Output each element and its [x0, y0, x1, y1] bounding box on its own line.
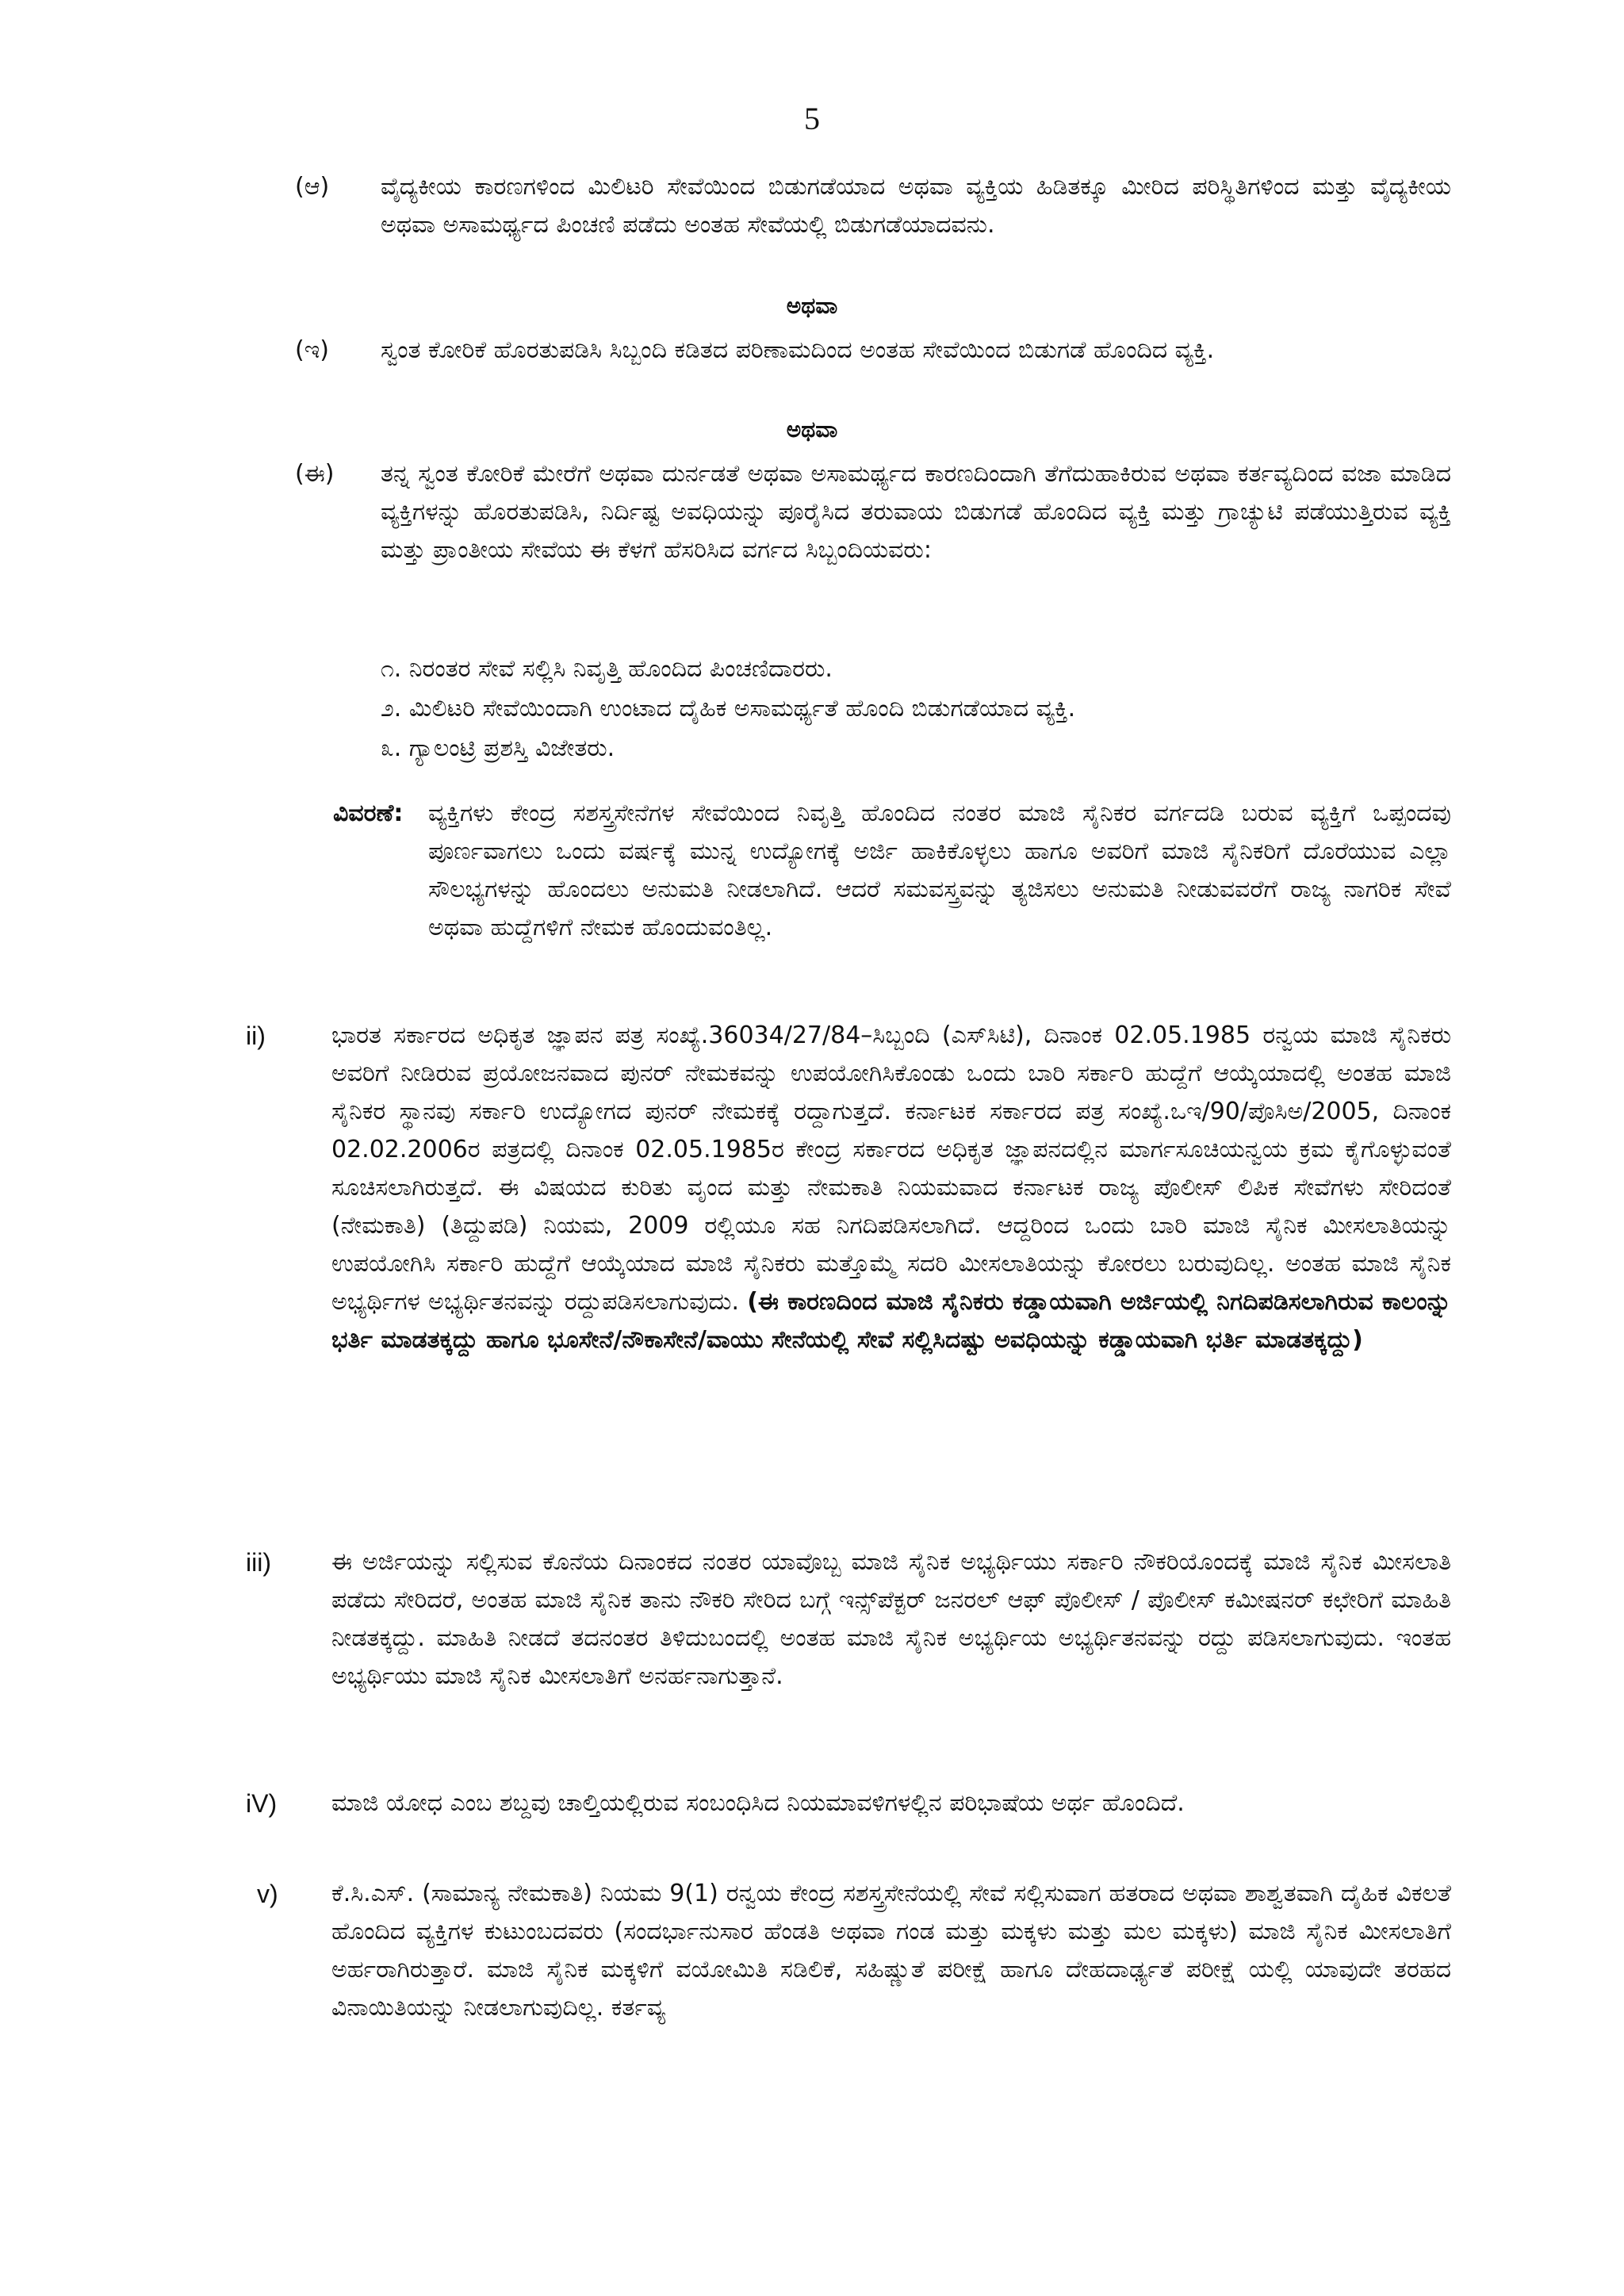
point-ii-text: ಭಾರತ ಸರ್ಕಾರದ ಅಧಿಕೃತ ಜ್ಞಾಪನ ಪತ್ರ ಸಂಖ್ಯೆ.36034/27/84–ಸಿಬ್ಬಂದಿ (ಎಸ್‌ಸಿಟಿ), ದಿನಾಂಕ 02.05.1985 ರನ್ವಯ ಮಾಜಿ ಸೈನಿಕರು ಅವರಿಗೆ ನೀಡಿರುವ ಪ್ರಯೋಜನವಾದ ಪುನರ್ ನೇಮಕವನ್ನು ಉಪಯೋಗಿಸಿಕೊಂಡು ಒಂದು ಬಾರಿ ಸರ್ಕಾರಿ ಹುದ್ದೆಗೆ ಆಯ್ಕೆಯಾದಲ್ಲಿ ಅಂತಹ ಮಾಜಿ ಸೈನಿಕರ ಸ್ಥಾನವು ಸರ್ಕಾರಿ ಉದ್ಯೋಗದ ಪುನರ್ ನೇಮಕಕ್ಕೆ ರದ್ದಾಗುತ್ತದೆ. ಕರ್ನಾಟಕ ಸರ್ಕಾರದ ಪತ್ರ ಸಂಖ್ಯೆ.ಒಇ/90/ಪೊಸಿಅ/2005, ದಿನಾಂಕ 02.02.2006ರ ಪತ್ರದಲ್ಲಿ ದಿನಾಂಕ 02.05.1985ರ ಕೇಂದ್ರ ಸರ್ಕಾರದ ಅಧಿಕೃತ ಜ್ಞಾಪನದಲ್ಲಿನ ಮಾರ್ಗಸೂಚಿಯನ್ವಯ ಕ್ರಮ ಕೈಗೊಳ್ಳುವಂತೆ ಸೂಚಿಸಲಾಗಿರುತ್ತದೆ. ಈ ವಿಷಯದ ಕುರಿತು ವೃಂದ ಮತ್ತು ನೇಮಕಾತಿ ನಿಯಮವಾದ ಕರ್ನಾಟಕ ರಾಜ್ಯ ಪೊಲೀಸ್ ಲಿಪಿಕ ಸೇವೆಗಳು ಸೇರಿದಂತೆ (ನೇಮಕಾತಿ) (ತಿದ್ದುಪಡಿ) ನಿಯಮ, 2009 ರಲ್ಲಿಯೂ ಸಹ ನಿಗದಿಪಡಿಸಲಾಗಿದೆ. ಆದ್ದರಿಂದ ಒಂದು ಬಾರಿ ಮಾಜಿ ಸೈನಿಕ ಮೀಸಲಾತಿಯನ್ನು ಉಪಯೋಗಿಸಿ ಸರ್ಕಾರಿ ಹುದ್ದೆಗೆ ಆಯ್ಕೆಯಾದ ಮಾಜಿ ಸೈನಿಕರು ಮತ್ತೊಮ್ಮೆ ಸದರಿ ಮೀಸಲಾತಿಯನ್ನು ಕೋರಲು ಬರುವುದಿಲ್ಲ. ಅಂತಹ ಮಾಜಿ ಸೈನಿಕ ಅಭ್ಯರ್ಥಿಗಳ ಅಭ್ಯರ್ಥಿತನವನ್ನು ರದ್ದುಪಡಿಸಲಾಗುವುದು.: [331, 1022, 1451, 1316]
point-iii-text: ಈ ಅರ್ಜಿಯನ್ನು ಸಲ್ಲಿಸುವ ಕೊನೆಯ ದಿನಾಂಕದ ನಂತರ ಯಾವೊಬ್ಬ ಮಾಜಿ ಸೈನಿಕ ಅಭ್ಯರ್ಥಿಯು ಸರ್ಕಾರಿ ನೌಕರಿಯೊಂದಕ್ಕೆ ಮಾಜಿ ಸೈನಿಕ ಮೀಸಲಾತಿ ಪಡೆದು ಸೇರಿದರೆ, ಅಂತಹ ಮಾಜಿ ಸೈನಿಕ ತಾನು ನೌಕರಿ ಸೇರಿದ ಬಗ್ಗೆ ಇನ್ಸ್‌ಪೆಕ್ಟರ್ ಜನರಲ್ ಆಫ್ ಪೊಲೀಸ್ / ಪೊಲೀಸ್ ಕಮೀಷನರ್ ಕಛೇರಿಗೆ ಮಾಹಿತಿ ನೀಡತಕ್ಕದ್ದು. ಮಾಹಿತಿ ನೀಡದೆ ತದನಂತರ ತಿಳಿದುಬಂದಲ್ಲಿ ಅಂತಹ ಮಾಜಿ ಸೈನಿಕ ಅಭ್ಯರ್ಥಿಯ ಅಭ್ಯರ್ಥಿತನವನ್ನು ರದ್ದು ಪಡಿಸಲಾಗುವುದು. ಇಂತಹ ಅಭ್ಯರ್ಥಿಯು ಮಾಜಿ ಸೈನಿಕ ಮೀಸಲಾತಿಗೆ ಅನರ್ಹನಾಗುತ್ತಾನೆ.: [331, 1548, 1451, 1690]
point-ii-bold-note: (ಈ ಕಾರಣದಿಂದ ಮಾಜಿ ಸೈನಿಕರು ಕಡ್ಡಾಯವಾಗಿ ಅರ್ಜಿಯಲ್ಲಿ ನಿಗದಿಪಡಿಸಲಾಗಿರುವ ಕಾಲಂನ್ನು ಭರ್ತಿ ಮಾಡತಕ್ಕದ್ದು ಹಾಗೂ ಭೂಸೇನೆ/ನೌಕಾಸೇನೆ/ವಾಯು ಸೇನೆಯಲ್ಲಿ ಸೇವೆ ಸಲ್ಲಿಸಿದಷ್ಟು ಅವಧಿಯನ್ನು ಕಡ್ಡಾಯವಾಗಿ ಭರ್ತಿ ಮಾಡತಕ್ಕದ್ದು): [331, 1288, 1451, 1354]
section-i-text: ಸ್ವಂತ ಕೋರಿಕೆ ಹೊರತುಪಡಿಸಿ ಸಿಬ್ಬಂದಿ ಕಡಿತದ ಪರಿಣಾಮದಿಂದ ಅಂತಹ ಸೇವೆಯಿಂದ ಬಿಡುಗಡೆ ಹೊಂದಿದ ವ್ಯಕ್ತಿ.: [381, 336, 1215, 364]
point-v-marker: v): [257, 1880, 278, 1908]
or-separator-2: ಅಥವಾ: [786, 416, 838, 443]
point-ii-marker: ii): [246, 1022, 266, 1050]
section-i-marker: (ಇ): [295, 336, 329, 364]
explanation-label: ವಿವರಣೆ:: [333, 799, 404, 827]
page-number: 5: [804, 101, 820, 136]
list-item-2: ೨. ಮಿಲಿಟರಿ ಸೇವೆಯಿಂದಾಗಿ ಉಂಟಾದ ದೈಹಿಕ ಅಸಾಮರ್ಥ್ಯತೆ ಹೊಂದಿ ಬಿಡುಗಡೆಯಾದ ವ್ಯಕ್ತಿ.: [381, 695, 1076, 723]
point-v-text: ಕೆ.ಸಿ.ಎಸ್. (ಸಾಮಾನ್ಯ ನೇಮಕಾತಿ) ನಿಯಮ 9(1) ರನ್ವಯ ಕೇಂದ್ರ ಸಶಸ್ತ್ರಸೇನೆಯಲ್ಲಿ ಸೇವೆ ಸಲ್ಲಿಸುವಾಗ ಹತರಾದ ಅಥವಾ ಶಾಶ್ವತವಾಗಿ ದೈಹಿಕ ವಿಕಲತೆ ಹೊಂದಿದ ವ್ಯಕ್ತಿಗಳ ಕುಟುಂಬದವರು (ಸಂದರ್ಭಾನುಸಾರ ಹೆಂಡತಿ ಅಥವಾ ಗಂಡ ಮತ್ತು ಮಕ್ಕಳು ಮತ್ತು ಮಲ ಮಕ್ಕಳು) ಮಾಜಿ ಸೈನಿಕ ಮೀಸಲಾತಿಗೆ ಅರ್ಹರಾಗಿರುತ್ತಾರೆ. ಮಾಜಿ ಸೈನಿಕ ಮಕ್ಕಳಿಗೆ ವಯೋಮಿತಿ ಸಡಿಲಿಕೆ, ಸಹಿಷ್ಣುತೆ ಪರೀಕ್ಷೆ ಹಾಗೂ ದೇಹದಾರ್ಢ್ಯತೆ ಪರೀಕ್ಷೆ ಯಲ್ಲಿ ಯಾವುದೇ ತರಹದ ವಿನಾಯಿತಿಯನ್ನು ನೀಡಲಾಗುವುದಿಲ್ಲ. ಕರ್ತವ್ಯ: [331, 1880, 1451, 2022]
explanation-text: ವ್ಯಕ್ತಿಗಳು ಕೇಂದ್ರ ಸಶಸ್ತ್ರಸೇನೆಗಳ ಸೇವೆಯಿಂದ ನಿವೃತ್ತಿ ಹೊಂದಿದ ನಂತರ ಮಾಜಿ ಸೈನಿಕರ ವರ್ಗದಡಿ ಬರುವ ವ್ಯಕ್ತಿಗೆ ಒಪ್ಪಂದವು ಪೂರ್ಣವಾಗಲು ಒಂದು ವರ್ಷಕ್ಕೆ ಮುನ್ನ ಉದ್ಯೋಗಕ್ಕೆ ಅರ್ಜಿ ಹಾಕಿಕೊಳ್ಳಲು ಹಾಗೂ ಅವರಿಗೆ ಮಾಜಿ ಸೈನಿಕರಿಗೆ ದೊರೆಯುವ ಎಲ್ಲಾ ಸೌಲಭ್ಯಗಳನ್ನು ಹೊಂದಲು ಅನುಮತಿ ನೀಡಲಾಗಿದೆ. ಆದರೆ ಸಮವಸ್ತ್ರವನ್ನು ತ್ಯಜಿಸಲು ಅನುಮತಿ ನೀಡುವವರೆಗೆ ರಾಜ್ಯ ನಾಗರಿಕ ಸೇವೆ ಅಥವಾ ಹುದ್ದೆಗಳಿಗೆ ನೇಮಕ ಹೊಂದುವಂತಿಲ್ಲ.: [428, 799, 1451, 941]
section-a-marker: (ಆ): [295, 173, 330, 201]
section-ii-text: ತನ್ನ ಸ್ವಂತ ಕೋರಿಕೆ ಮೇರೆಗೆ ಅಥವಾ ದುರ್ನಡತೆ ಅಥವಾ ಅಸಾಮರ್ಥ್ಯದ ಕಾರಣದಿಂದಾಗಿ ತೆಗೆದುಹಾಕಿರುವ ಅಥವಾ ಕರ್ತವ್ಯದಿಂದ ವಜಾ ಮಾಡಿದ ವ್ಯಕ್ತಿಗಳನ್ನು ಹೊರತುಪಡಿಸಿ, ನಿರ್ದಿಷ್ಟ ಅವಧಿಯನ್ನು ಪೂರೈಸಿದ ತರುವಾಯ ಬಿಡುಗಡೆ ಹೊಂದಿದ ವ್ಯಕ್ತಿ ಮತ್ತು ಗ್ರಾಚ್ಯುಟಿ ಪಡೆಯುತ್ತಿರುವ ವ್ಯಕ್ತಿ ಮತ್ತು ಪ್ರಾಂತೀಯ ಸೇವೆಯ ಈ ಕೆಳಗೆ ಹೆಸರಿಸಿದ ವರ್ಗದ ಸಿಬ್ಬಂದಿಯವರು:: [381, 460, 1451, 564]
point-iii-marker: iii): [246, 1548, 271, 1577]
point-iv-text: ಮಾಜಿ ಯೋಧ ಎಂಬ ಶಬ್ದವು ಚಾಲ್ತಿಯಲ್ಲಿರುವ ಸಂಬಂಧಿಸಿದ ನಿಯಮಾವಳಿಗಳಲ್ಲಿನ ಪರಿಭಾಷೆಯ ಅರ್ಥ ಹೊಂದಿದೆ.: [331, 1789, 1185, 1817]
section-a-text: ವೈದ್ಯಕೀಯ ಕಾರಣಗಳಿಂದ ಮಿಲಿಟರಿ ಸೇವೆಯಿಂದ ಬಿಡುಗಡೆಯಾದ ಅಥವಾ ವ್ಯಕ್ತಿಯ ಹಿಡಿತಕ್ಕೂ ಮೀರಿದ ಪರಿಸ್ಥಿತಿಗಳಿಂದ ಮತ್ತು ವೈದ್ಯಕೀಯ ಅಥವಾ ಅಸಾಮರ್ಥ್ಯದ ಪಿಂಚಣಿ ಪಡೆದು ಅಂತಹ ಸೇವೆಯಲ್ಲಿ ಬಿಡುಗಡೆಯಾದವನು.: [381, 173, 1451, 239]
list-item-1: ೧. ನಿರಂತರ ಸೇವೆ ಸಲ್ಲಿಸಿ ನಿವೃತ್ತಿ ಹೊಂದಿದ ಪಿಂಚಣಿದಾರರು.: [381, 655, 833, 683]
or-separator-1: ಅಥವಾ: [786, 293, 838, 319]
section-ii-marker: (ಈ): [295, 460, 335, 488]
explanation: [333, 795, 1451, 947]
list-item-3: ೩. ಗ್ಯಾಲಂಟ್ರಿ ಪ್ರಶಸ್ತಿ ವಿಜೇತರು.: [381, 734, 615, 762]
point-ii: [331, 1017, 1451, 1359]
point-iv-marker: iV): [246, 1789, 278, 1818]
